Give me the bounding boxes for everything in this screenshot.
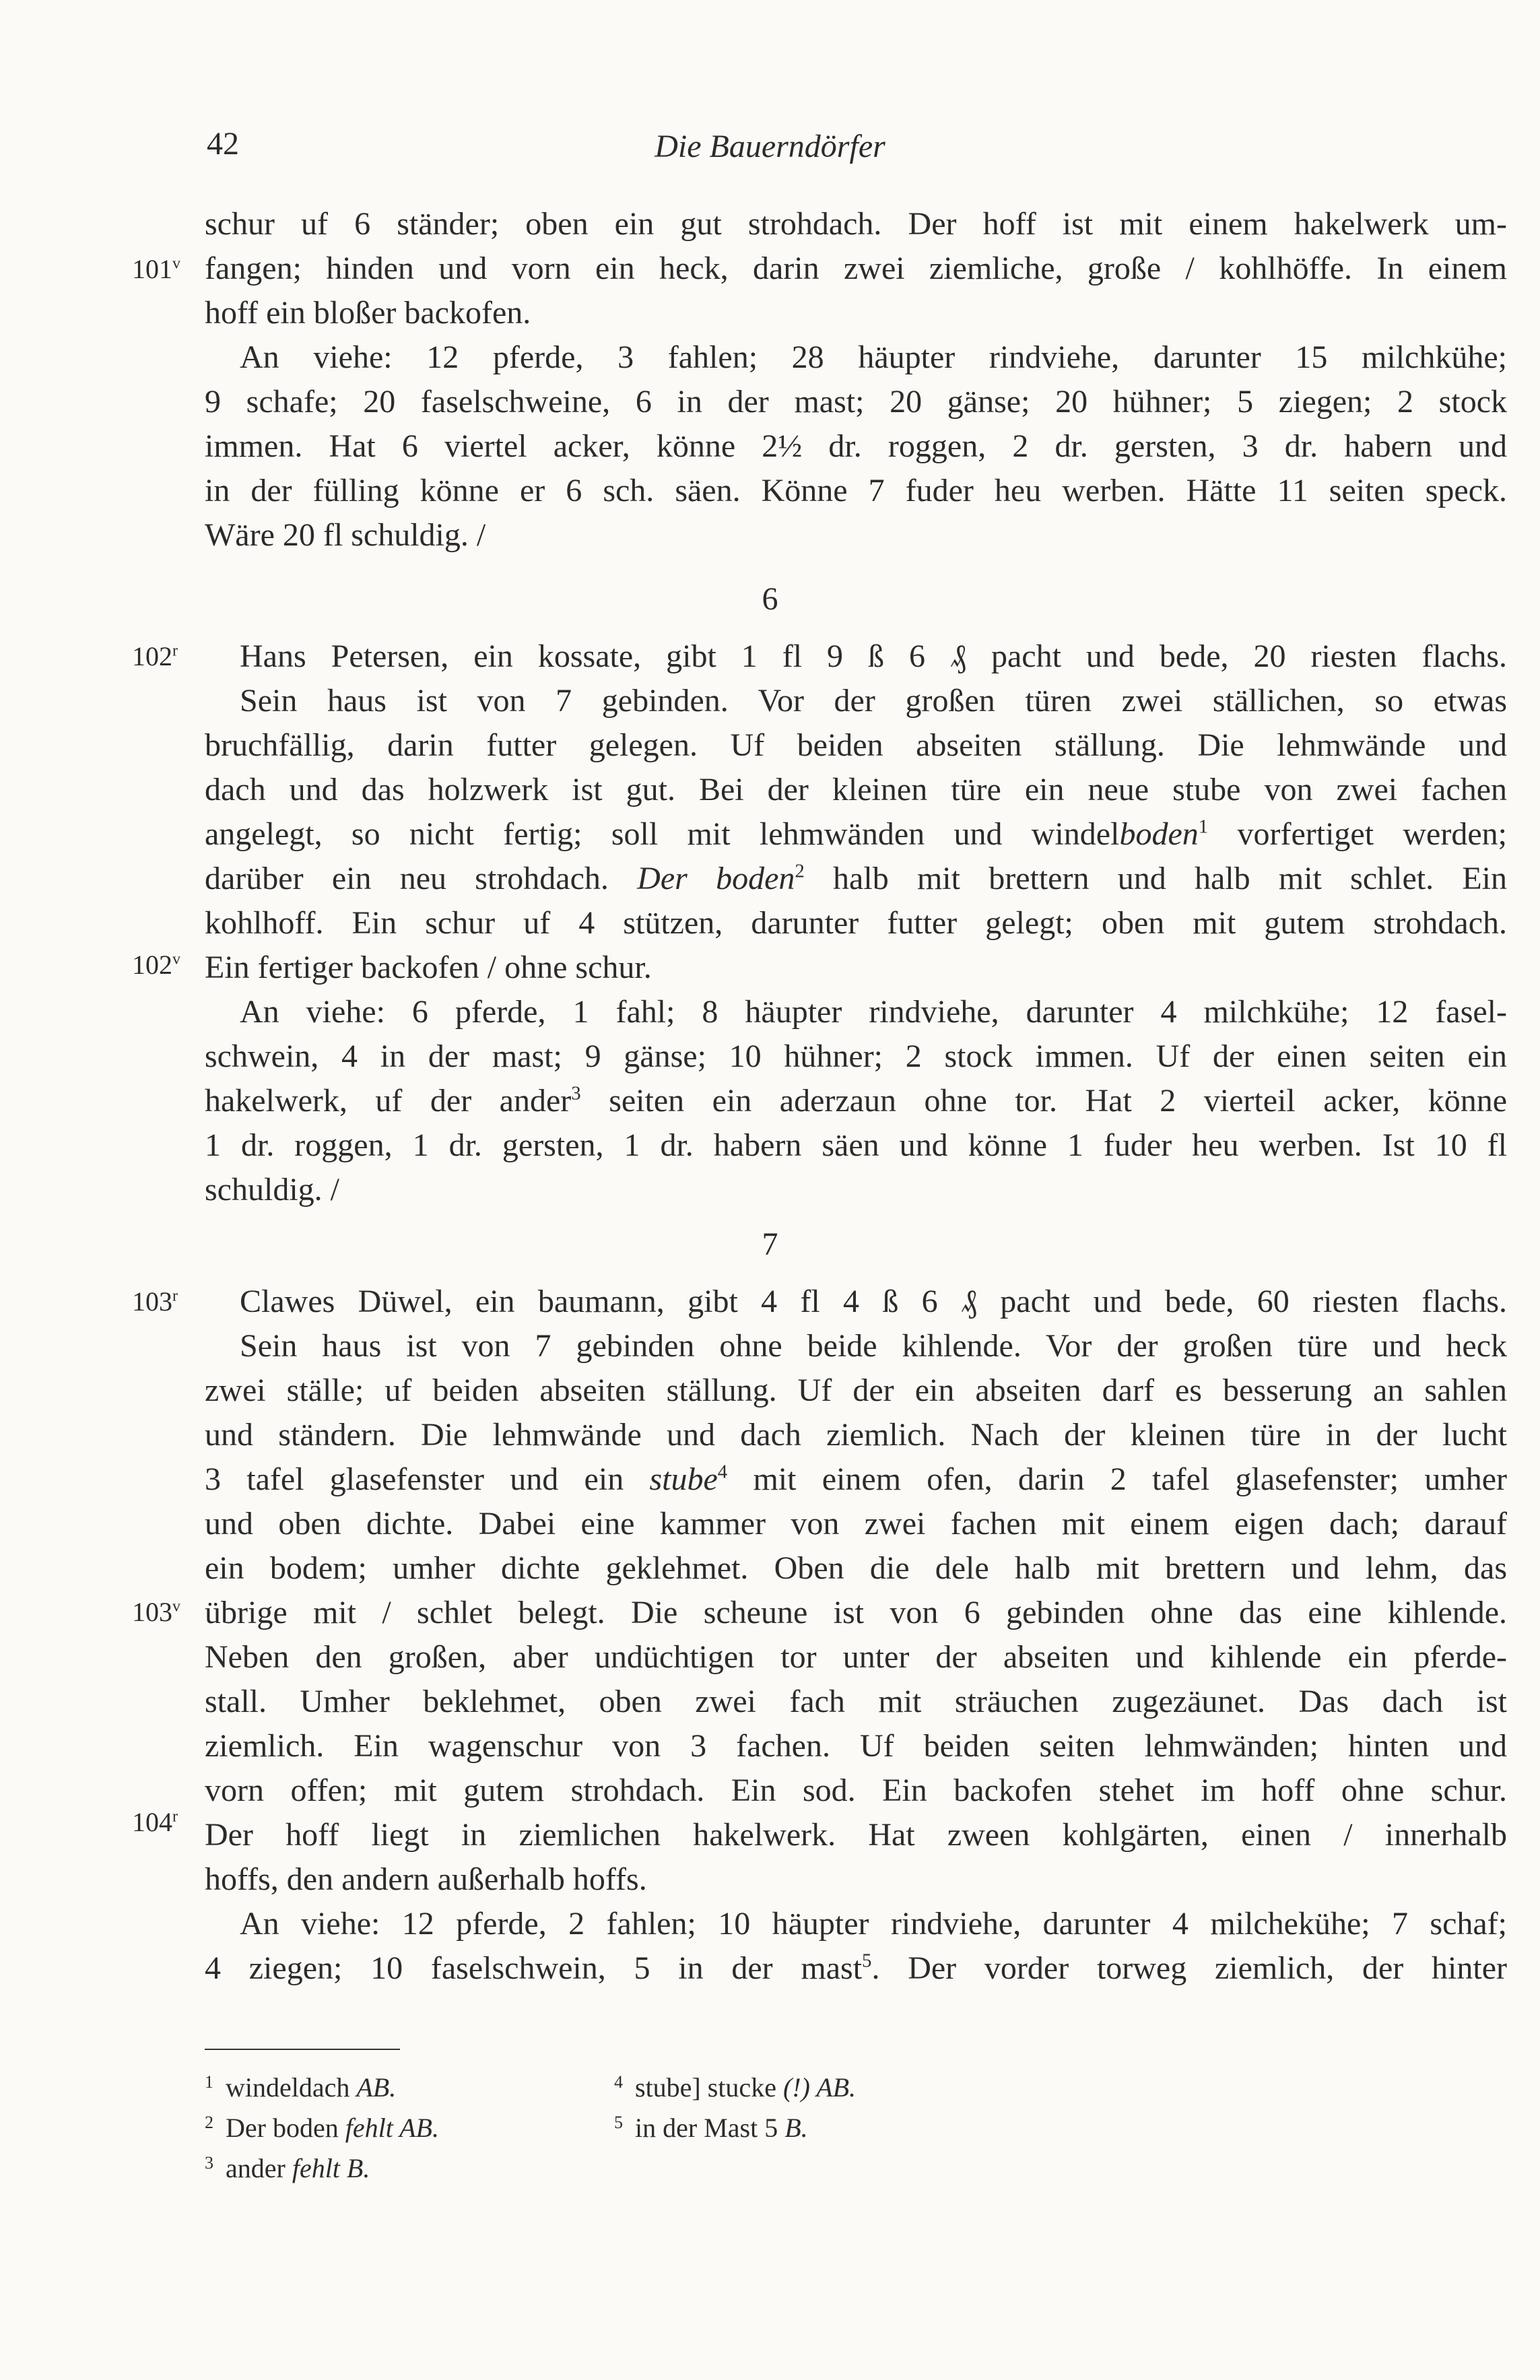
text-line: übrige mit / schlet belegt. Die scheune ist von 6 gebinden ohne das eine kihlende. (205, 1595, 1507, 1630)
text-line: schur uf 6 ständer; oben ein gut strohdach. Der hoff ist mit einem hakelwerk um- (205, 206, 1507, 242)
margin-folio-103v: 103$^v$ (132, 1597, 180, 1627)
text-line: angelegt, so nicht fertig; soll mit lehmwänden und windelboden$^1$ vorfertiget werden; (205, 816, 1507, 852)
text-line: Der hoff liegt in ziemlichen hakelwerk. Hat zween kohlgärten, einen / innerhalb (205, 1817, 1507, 1853)
section-number: 7 (762, 1226, 778, 1262)
text-line: fangen; hinden und vorn ein heck, darin zwei ziemliche, große / kohlhöffe. In einem (205, 251, 1507, 286)
text-line: und oben dichte. Dabei eine kammer von zwei fachen mit einem eigen dach; darauf (205, 1506, 1507, 1542)
text-line: 9 schafe; 20 faselschweine, 6 in der mast; 20 gänse; 20 hühner; 5 ziegen; 2 stock (205, 384, 1507, 420)
text-line: 1 dr. roggen, 1 dr. gersten, 1 dr. habern säen und könne 1 fuder heu werben. Ist 10 fl (205, 1127, 1507, 1163)
footnote-3: $^3$ ander fehlt B. (205, 2153, 370, 2183)
text-line: bruchfällig, darin futter gelegen. Uf beiden abseiten ställung. Die lehmwände und (205, 727, 1507, 763)
text-line: Sein haus ist von 7 gebinden. Vor der großen türen zwei ställichen, so etwas (240, 683, 1507, 719)
text-line: hakelwerk, uf der ander$^3$ seiten ein aderzaun ohne tor. Hat 2 vierteil acker, könne (205, 1082, 1508, 1119)
margin-folio-101v: 101$^v$ (132, 254, 180, 284)
text-line: ziemlich. Ein wagenschur von 3 fachen. Uf beiden seiten lehmwänden; hinten und (205, 1728, 1507, 1764)
text-line: immen. Hat 6 viertel acker, könne 2½ dr. roggen, 2 dr. gersten, 3 dr. habern und (205, 428, 1507, 464)
footnote-2: $^2$ Der boden fehlt AB. (205, 2113, 439, 2143)
margin-folio-102r: 102$^r$ (132, 641, 178, 671)
text-line: kohlhoff. Ein schur uf 4 stützen, darunter futter gelegt; oben mit gutem strohdach. (205, 905, 1507, 941)
page-number: 42 (207, 126, 239, 162)
text-line: 4 ziegen; 10 faselschwein, 5 in der mast$^5$. Der vorder torweg ziemlich, der hinter (205, 1950, 1507, 1986)
text-line: An viehe: 12 pferde, 3 fahlen; 28 häupter rindviehe, darunter 15 milchkühe; (240, 339, 1507, 375)
footnote-rule (205, 2049, 400, 2050)
text-line: stall. Umher beklehmet, oben zwei fach mit sträuchen zugezäunet. Das dach ist (205, 1684, 1507, 1719)
margin-folio-102v: 102$^v$ (132, 950, 180, 980)
paragraph-block-3 (205, 1280, 1507, 1991)
text-line: Clawes Düwel, ein baumann, gibt 4 fl 4 ß 6 ₰ pacht und bede, 60 riesten flachs. (240, 1284, 1507, 1319)
text-line: dach und das holzwerk ist gut. Bei der kleinen türe ein neue stube von zwei fachen (205, 772, 1507, 807)
text-line: Ein fertiger backofen / ohne schur. (205, 950, 652, 985)
text-line: vorn offen; mit gutem strohdach. Ein sod. Ein backofen stehet im hoff ohne schur. (205, 1773, 1507, 1808)
text-line: schuldig. / (205, 1172, 339, 1208)
text-line: darüber ein neu strohdach. Der boden$^2$ halb mit brettern und halb mit schlet. Ein (205, 860, 1508, 896)
text-line: Sein haus ist von 7 gebinden ohne beide kihlende. Vor der großen türe und heck (240, 1328, 1507, 1364)
footnote-4: $^4$ stube] stucke (!) AB. (614, 2072, 857, 2103)
text-line: Hans Petersen, ein kossate, gibt 1 fl 9 ß 6 ₰ pacht und bede, 20 riesten flachs. (240, 638, 1507, 674)
text-line: zwei ställe; uf beiden abseiten ställung. Uf der ein abseiten darf es besserung an sahlen (205, 1373, 1507, 1408)
text-line: in der fülling könne er 6 sch. säen. Könne 7 fuder heu werben. Hätte 11 seiten speck. (205, 473, 1507, 508)
text-line: An viehe: 6 pferde, 1 fahl; 8 häupter rindviehe, darunter 4 milchkühe; 12 fasel- (240, 994, 1507, 1030)
section-number: 6 (762, 581, 778, 617)
paragraph-block-1 (205, 202, 1507, 558)
text-line: hoffs, den andern außerhalb hoffs. (205, 1861, 647, 1897)
text-line: hoff ein bloßer backofen. (205, 295, 531, 331)
text-line: Wäre 20 fl schuldig. / (205, 517, 486, 553)
text-line: schwein, 4 in der mast; 9 gänse; 10 hühner; 2 stock immen. Uf der einen seiten ein (205, 1038, 1507, 1074)
text-line: 3 tafel glasefenster und ein stube$^4$ mit einem ofen, darin 2 tafel glasefenster; umher (205, 1461, 1507, 1497)
footnote-1: $^1$ windeldach AB. (205, 2072, 397, 2103)
text-line: An viehe: 12 pferde, 2 fahlen; 10 häupter rindviehe, darunter 4 milchekühe; 7 schaf; (240, 1906, 1507, 1942)
text-line: ein bodem; umher dichte geklehmet. Oben die dele halb mit brettern und lehm, das (205, 1550, 1507, 1586)
margin-folio-103r: 103$^r$ (132, 1286, 178, 1317)
paragraph-block-2 (205, 634, 1507, 1212)
running-title: Die Bauerndörfer (655, 129, 885, 164)
margin-folio-104r: 104$^r$ (132, 1807, 178, 1837)
text-line: und ständern. Die lehmwände und dach ziemlich. Nach der kleinen türe in der lucht (205, 1417, 1507, 1453)
footnote-5: $^5$ in der Mast 5 B. (614, 2113, 808, 2143)
text-line: Neben den großen, aber undüchtigen tor unter der abseiten und kihlende ein pferde- (205, 1639, 1507, 1675)
